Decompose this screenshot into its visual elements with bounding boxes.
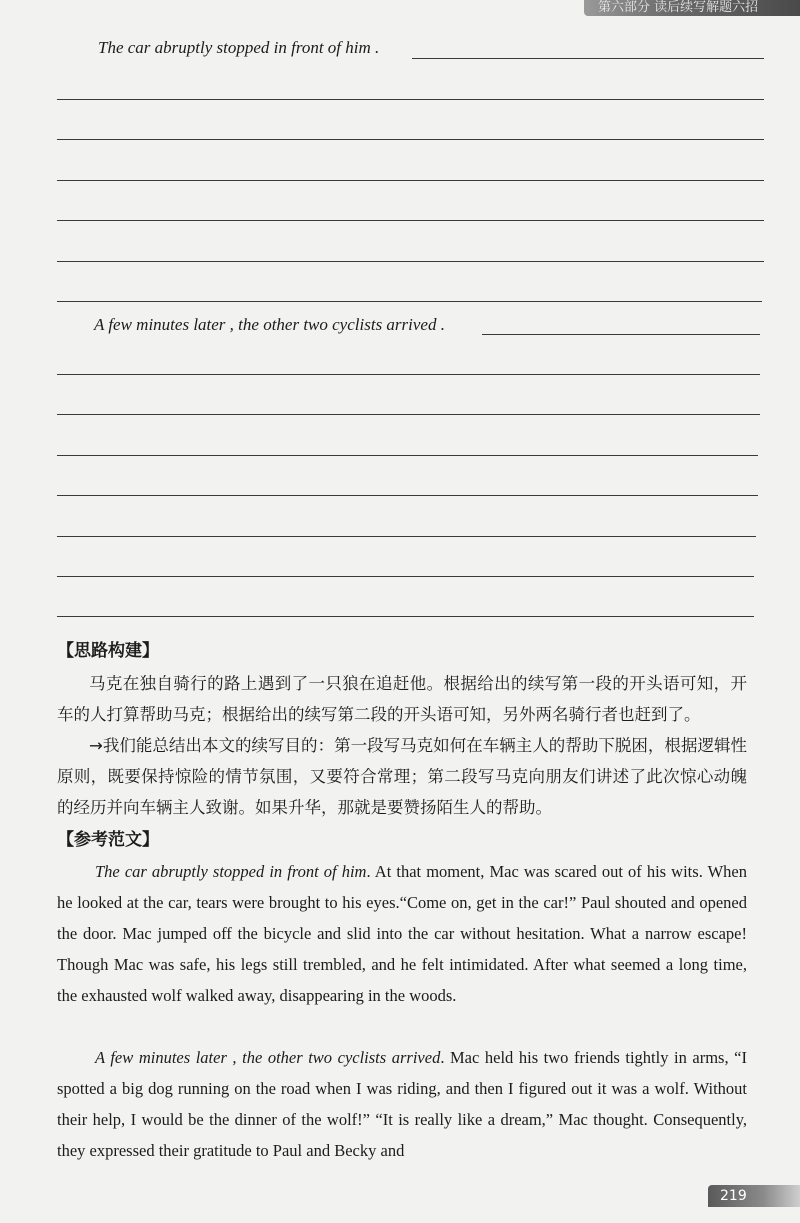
writing-line — [57, 414, 760, 415]
writing-line — [57, 576, 754, 577]
analysis-paragraph-1: 马克在独自骑行的路上遇到了一只狼在追赶他。根据给出的续写第一段的开头语可知，开车的人打算帮助马克；根据给出的续写第二段的开头语可知，另外两名骑行者也赶到了。 — [57, 674, 747, 724]
continuation-prompt-1: The car abruptly stopped in front of him . — [98, 38, 380, 57]
writing-line — [57, 455, 758, 456]
writing-line — [57, 220, 764, 221]
writing-line — [57, 536, 756, 537]
page-number: 219 — [708, 1185, 800, 1207]
continuation-prompt-2: A few minutes later , the other two cyclists arrived . — [94, 315, 445, 334]
sample-essay-paragraph-1 — [57, 856, 747, 1011]
writing-line — [57, 261, 764, 262]
writing-line — [57, 139, 764, 140]
essay-body-2: . Mac held his two friends tightly in arms, “I spotted a big dog running on the road when I was riding, and then I figured out it was a wolf. Without their help, I would be the dinner of the wolf!” “It is really like a dream,” Mac thought. Consequently, they expressed their gratitude to Paul and Becky and — [57, 1048, 747, 1160]
writing-line — [57, 301, 762, 302]
analysis-paragraph-2: →我们能总结出本文的续写目的：第一段写马克如何在车辆主人的帮助下脱困，根据逻辑性原则，既要保持惊险的情节氛围，又要符合常理；第二段写马克向朋友们讲述了此次惊心动魄的经历并向车辆主人致谢。如果升华，那就是要赞扬陌生人的帮助。 — [57, 736, 747, 817]
writing-line — [57, 180, 764, 181]
essay-lead-2: A few minutes later , the other two cyclists arrived — [95, 1048, 441, 1067]
essay-lead-1: The car abruptly stopped in front of him — [95, 862, 367, 881]
sample-essay-heading: 【参考范文】 — [57, 830, 159, 850]
writing-line — [57, 374, 760, 375]
analysis-heading: 【思路构建】 — [57, 641, 159, 661]
writing-line — [57, 99, 764, 100]
writing-line — [412, 58, 764, 59]
writing-line — [57, 616, 754, 617]
running-header: 第六部分 读后续写解题六招 — [584, 0, 800, 16]
writing-line — [482, 334, 760, 335]
writing-line — [57, 495, 758, 496]
essay-body-1: . At that moment, Mac was scared out of his wits. When he looked at the car, tears were brought to his eyes.“Come on, get in the car!” Paul shouted and opened the door. Mac jumped off the bicycle and slid into the car without hesitation. What a narrow escape! Though Mac was safe, his legs still trembled, and he felt intimidated. After what seemed a long time, the exhausted wolf walked away, disappearing in the woods. — [57, 862, 747, 1005]
sample-essay-paragraph-2 — [57, 1042, 747, 1166]
